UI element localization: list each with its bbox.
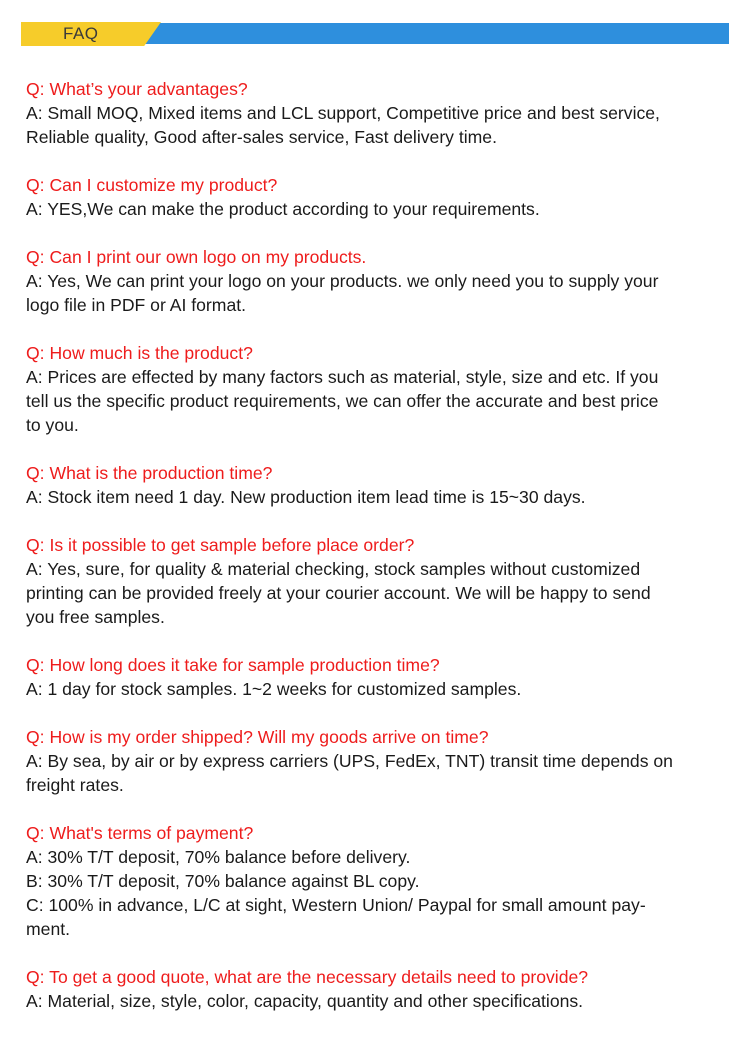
faq-answer-line: A: Yes, We can print your logo on your products. we only need you to supply your	[26, 271, 659, 291]
faq-answer-line: A: By sea, by air or by express carriers (UPS, FedEx, TNT) transit time depends on	[26, 751, 673, 771]
faq-question: Q: How much is the product?	[26, 343, 253, 363]
faq-item	[26, 533, 736, 629]
faq-answer-line: C: 100% in advance, L/C at sight, Western Union/ Paypal for small amount pay-	[26, 895, 646, 915]
faq-answer-line: A: YES,We can make the product according to your requirements.	[26, 199, 540, 219]
faq-answer-line: A: Material, size, style, color, capacity, quantity and other specifications.	[26, 991, 584, 1011]
faq-question: Q: Is it possible to get sample before place order?	[26, 535, 415, 555]
faq-question: Q: What is the production time?	[26, 463, 273, 483]
faq-list	[26, 77, 736, 1037]
faq-question: Q: Can I customize my product?	[26, 175, 278, 195]
faq-answer-line: logo file in PDF or AI format.	[26, 295, 247, 315]
faq-answer-line: A: 1 day for stock samples. 1~2 weeks for customized samples.	[26, 679, 522, 699]
faq-item	[26, 965, 736, 1013]
faq-item	[26, 77, 736, 149]
faq-question: Q: What's terms of payment?	[26, 823, 254, 843]
faq-answer-line: printing can be provided freely at your courier account. We will be happy to send	[26, 583, 651, 603]
faq-item	[26, 461, 736, 509]
faq-question: Q: How long does it take for sample production time?	[26, 655, 440, 675]
faq-item	[26, 725, 736, 797]
faq-answer-line: A: Prices are effected by many factors such as material, style, size and etc. If you	[26, 367, 659, 387]
faq-item	[26, 245, 736, 317]
faq-answer-line: tell us the specific product requirements, we can offer the accurate and best price	[26, 391, 659, 411]
faq-question: Q: To get a good quote, what are the necessary details need to provide?	[26, 967, 589, 987]
faq-answer-line: A: Yes, sure, for quality & material checking, stock samples without customized	[26, 559, 641, 579]
page-title: FAQ	[63, 24, 99, 43]
faq-answer-line: to you.	[26, 415, 79, 435]
faq-answer-line: freight rates.	[26, 775, 124, 795]
faq-question: Q: How is my order shipped? Will my goods arrive on time?	[26, 727, 489, 747]
faq-question: Q: What’s your advantages?	[26, 79, 248, 99]
faq-item	[26, 173, 736, 221]
faq-item	[26, 653, 736, 701]
faq-answer-line: B: 30% T/T deposit, 70% balance against BL copy.	[26, 871, 420, 891]
faq-answer-line: A: Small MOQ, Mixed items and LCL support, Competitive price and best service,	[26, 103, 660, 123]
faq-item	[26, 341, 736, 437]
faq-answer-line: you free samples.	[26, 607, 165, 627]
banner-blue-bar	[141, 23, 729, 44]
faq-item	[26, 821, 736, 941]
faq-answer-line: Reliable quality, Good after-sales service, Fast delivery time.	[26, 127, 497, 147]
faq-banner	[21, 22, 729, 46]
faq-answer-line: A: 30% T/T deposit, 70% balance before delivery.	[26, 847, 411, 867]
faq-answer-line: A: Stock item need 1 day. New production item lead time is 15~30 days.	[26, 487, 586, 507]
faq-question: Q: Can I print our own logo on my products.	[26, 247, 367, 267]
faq-answer-line: ment.	[26, 919, 71, 939]
